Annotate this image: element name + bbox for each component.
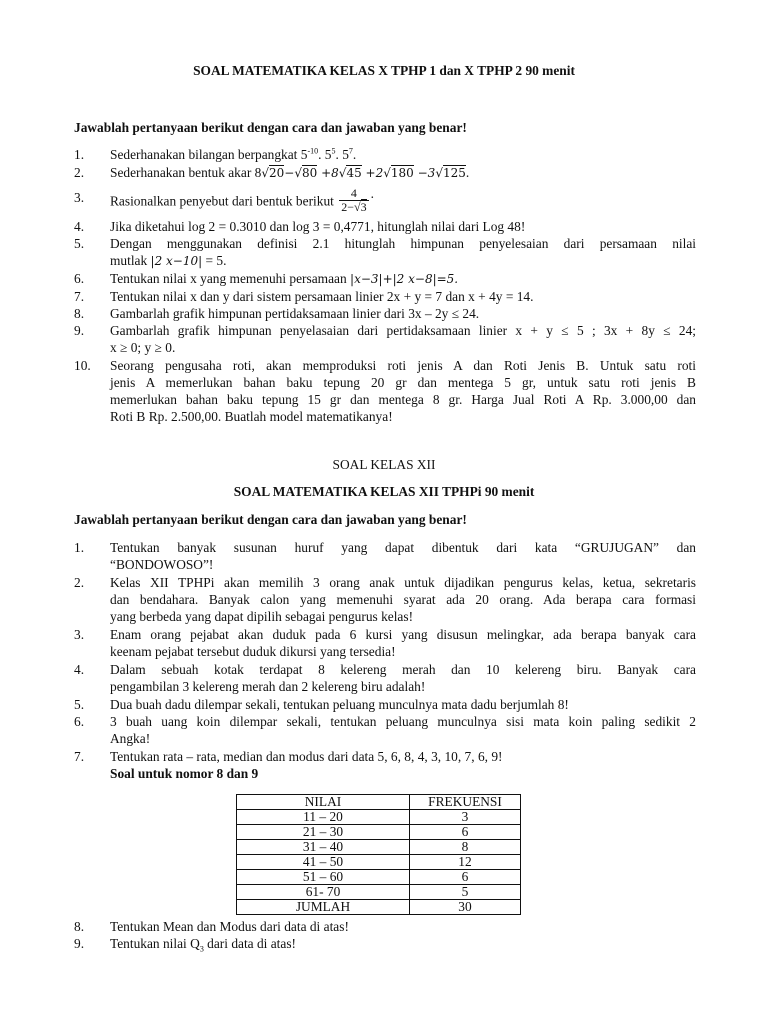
question-number: 9. [74, 936, 85, 951]
section-x-title: SOAL MATEMATIKA KELAS X TPHP 1 dan X TPHP 2 90 menit [193, 63, 575, 78]
question-text: Enam orang pejabat akan duduk pada 6 kursi yang disusun melingkar, ada berapa banyak cara keenam pejabat tersebut duduk dikursi yang tersedia! [110, 627, 696, 659]
question-number: 4. [74, 662, 85, 677]
question-number: 8. [74, 919, 85, 934]
question-text: Dalam sebuah kotak terdapat 8 kelereng merah dan 10 kelereng biru. Banyak cara pengambilan 3 kelereng merah dan 2 kelereng biru adalah! [110, 662, 696, 694]
section-xii-title: SOAL MATEMATIKA KELAS XII TPHPi 90 menit [233, 484, 535, 499]
cell-nilai: 21 – 30 [237, 825, 410, 840]
question-number: 7. [74, 749, 85, 764]
question-text: Dengan menggunakan definisi 2.1 hitunglah himpunan penyelesaian dari persamaan nilai mutlak |2 x−10| = 5. [110, 236, 696, 268]
section-xii-header: SOAL KELAS XII [332, 457, 436, 472]
table-note: Soal untuk nomor 8 dan 9 [110, 766, 259, 781]
fraction: $\frac{4}{2-√3}$ [341, 186, 367, 214]
table-row [237, 855, 521, 870]
cell-nilai: JUMLAH [237, 900, 410, 915]
cell-frekuensi: 6 [410, 825, 521, 840]
question-text: 3 buah uang koin dilempar sekali, tentukan peluang munculnya sisi mata koin paling sedikit 2 Angka! [110, 714, 696, 746]
column-header-frekuensi: FREKUENSI [410, 795, 521, 810]
section-x-instruction: Jawablah pertanyaan berikut dengan cara dan jawaban yang benar! [74, 120, 467, 135]
question-text: Rasionalkan penyebut dari bentuk berikut $\frac{4}{2-√3}$ . [110, 185, 374, 214]
question-number: 8. [74, 306, 85, 321]
cell-nilai: 11 – 20 [237, 810, 410, 825]
question-number: 2. [74, 165, 85, 180]
question-number: 5. [74, 697, 85, 712]
table-row [237, 870, 521, 885]
question-number: 10. [74, 358, 91, 373]
question-number: 3. [74, 627, 85, 642]
question-text: Dua buah dadu dilempar sekali, tentukan peluang munculnya mata dadu berjumlah 8! [110, 697, 569, 712]
question-text: Gambarlah grafik himpunan pertidaksamaan linier dari 3x – 2y ≤ 24. [110, 306, 480, 321]
question-text: Kelas XII TPHPi akan memilih 3 orang anak untuk dijadikan pengurus kelas, ketua, sekretaris dan bendahara. Banyak calon yang memenuhi syarat ada 20 orang. Ada berapa cara formasi yang berbeda yang dapat dipilih sebagai pengurus kelas! [110, 575, 696, 624]
question-text: Sederhanakan bentuk akar 8√20−√80 +8√45 +2√180 −3√125. [110, 165, 470, 180]
root-expression: √20−√80 +8√45 +2√180 −3√125 [261, 166, 466, 180]
table-row [237, 885, 521, 900]
question-text: Tentukan nilai $Q_3$ dari data di atas! [110, 936, 297, 954]
question-number: 4. [74, 219, 85, 234]
section-xii-instruction: Jawablah pertanyaan berikut dengan cara dan jawaban yang benar! [74, 512, 467, 527]
question-text: Gambarlah grafik himpunan penyelasaian dari pertidaksamaan linier x + y ≤ 5 ; 3x + 8y ≤ 24; x ≥ 0; y ≥ 0. [110, 323, 696, 355]
cell-frekuensi: 8 [410, 840, 521, 855]
cell-frekuensi: 5 [410, 885, 521, 900]
cell-frekuensi: 3 [410, 810, 521, 825]
question-text: Sederhanakan bilangan berpangkat $5^{-10}$. $5^5$. $5^7$. [110, 146, 357, 162]
question-number: 5. [74, 236, 85, 251]
cell-nilai: 31 – 40 [237, 840, 410, 855]
question-text: Tentukan Mean dan Modus dari data di atas! [110, 919, 349, 934]
cell-nilai: 41 – 50 [237, 855, 410, 870]
question-number: 3. [74, 190, 85, 205]
question-number: 6. [74, 714, 85, 729]
cell-frekuensi: 30 [410, 900, 521, 915]
column-header-nilai: NILAI [237, 795, 410, 810]
cell-nilai: 61- 70 [237, 885, 410, 900]
table-row [237, 810, 521, 825]
cell-frekuensi: 12 [410, 855, 521, 870]
question-text: Tentukan rata – rata, median dan modus dari data 5, 6, 8, 4, 3, 10, 7, 6, 9! Soal untuk nomor 8 dan 9 [110, 748, 696, 782]
question-number: 1. [74, 540, 85, 555]
table-total-row [237, 900, 521, 915]
question-number: 9. [74, 323, 85, 338]
question-text: Tentukan banyak susunan huruf yang dapat dibentuk dari kata “GRUJUGAN” dan “BONDOWOSO”! [110, 540, 696, 572]
question-number: 2. [74, 575, 85, 590]
question-number: 7. [74, 289, 85, 304]
question-number: 6. [74, 271, 85, 286]
question-text: Seorang pengusaha roti, akan memproduksi roti jenis A dan Roti Jenis B. Untuk satu roti jenis A memerlukan bahan baku tepung 20 gr dan mentega 5 gr, untuk satu roti jenis B memerlukan bahan baku tepung 15 gr dan mentega 8 gr. Harga Jual Roti A Rp. 3.000,00 dan Roti B Rp. 2.500,00. Buatlah model matematikanya! [110, 358, 696, 424]
question-number: 1. [74, 147, 85, 162]
table-row [237, 825, 521, 840]
cell-frekuensi: 6 [410, 870, 521, 885]
table-header-row [237, 795, 521, 810]
question-text: Tentukan nilai x dan y dari sistem persamaan linier 2x + y = 7 dan x + 4y = 14. [110, 289, 534, 304]
cell-nilai: 51 – 60 [237, 870, 410, 885]
frequency-table [236, 794, 521, 915]
question-text: Tentukan nilai x yang memenuhi persamaan |x−3|+|2 x−8|=5. [110, 271, 459, 286]
table-row [237, 840, 521, 855]
question-text: Jika diketahui log 2 = 0.3010 dan log 3 = 0,4771, hitunglah nilai dari Log 48! [110, 219, 526, 234]
